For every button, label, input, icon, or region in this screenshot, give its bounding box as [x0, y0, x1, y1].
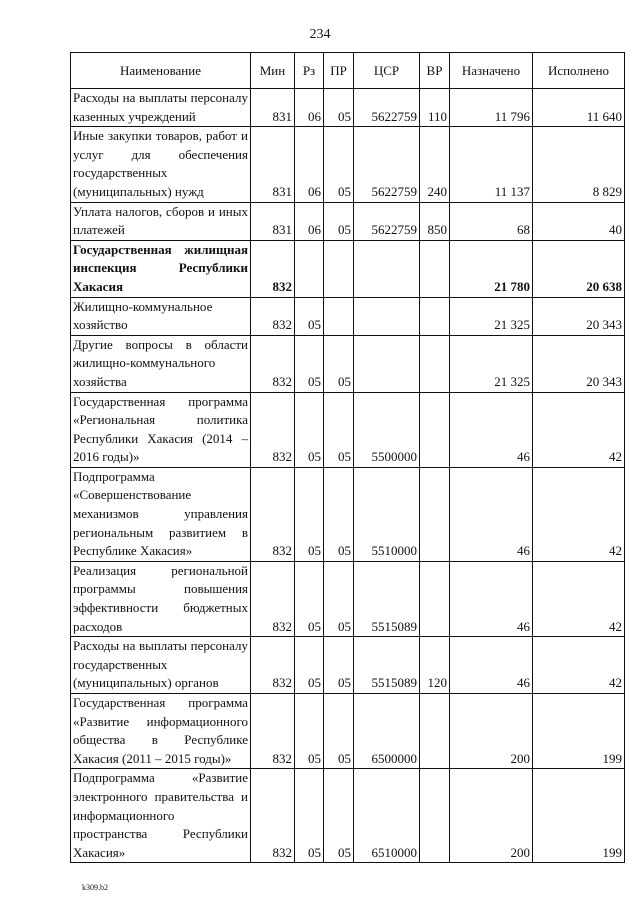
cell-vr: [420, 335, 450, 392]
header-csr: ЦСР: [354, 53, 420, 89]
cell-rz: 05: [295, 561, 324, 636]
cell-min: 832: [251, 694, 295, 769]
cell-csr: 5622759: [354, 89, 420, 127]
cell-min: 832: [251, 467, 295, 561]
cell-assigned: 11 137: [450, 127, 533, 202]
cell-pr: 05: [324, 335, 354, 392]
table-row: [71, 769, 625, 863]
cell-vr: [420, 297, 450, 335]
cell-min: 832: [251, 392, 295, 467]
cell-pr: 05: [324, 561, 354, 636]
cell-pr: 05: [324, 127, 354, 202]
cell-pr: 05: [324, 769, 354, 863]
cell-csr: [354, 240, 420, 297]
cell-name: Государственная жилищная инспекция Республики Хакасия: [71, 240, 251, 297]
cell-assigned: 68: [450, 202, 533, 240]
cell-name: Уплата налогов, сборов и иных платежей: [71, 202, 251, 240]
cell-rz: 05: [295, 694, 324, 769]
cell-name: Реализация региональной программы повышения эффективности бюджетных расходов: [71, 561, 251, 636]
header-name: Наименование: [71, 53, 251, 89]
footer-code: k309.b2: [82, 883, 108, 892]
cell-csr: 5500000: [354, 392, 420, 467]
cell-rz: 05: [295, 392, 324, 467]
page-number: 234: [309, 27, 331, 42]
cell-rz: 05: [295, 297, 324, 335]
header-min: Мин: [251, 53, 295, 89]
header-executed: Исполнено: [533, 53, 625, 89]
cell-vr: [420, 467, 450, 561]
cell-rz: 05: [295, 769, 324, 863]
cell-vr: 120: [420, 637, 450, 694]
header-vr: ВР: [420, 53, 450, 89]
cell-csr: 6510000: [354, 769, 420, 863]
header-assigned: Назначено: [450, 53, 533, 89]
cell-name: Жилищно-коммунальное хозяйство: [71, 297, 251, 335]
cell-assigned: 200: [450, 694, 533, 769]
cell-executed: 42: [533, 467, 625, 561]
cell-executed: 40: [533, 202, 625, 240]
cell-executed: 199: [533, 769, 625, 863]
cell-vr: 240: [420, 127, 450, 202]
cell-rz: 06: [295, 202, 324, 240]
table-row: [71, 240, 625, 297]
cell-min: 832: [251, 769, 295, 863]
cell-csr: [354, 335, 420, 392]
cell-min: 832: [251, 335, 295, 392]
cell-csr: 5515089: [354, 637, 420, 694]
cell-pr: 05: [324, 202, 354, 240]
cell-pr: [324, 297, 354, 335]
cell-rz: 05: [295, 467, 324, 561]
cell-min: 832: [251, 561, 295, 636]
header-rz: Рз: [295, 53, 324, 89]
cell-min: 832: [251, 637, 295, 694]
table-row: [71, 335, 625, 392]
cell-csr: 5515089: [354, 561, 420, 636]
cell-pr: 05: [324, 89, 354, 127]
cell-assigned: 11 796: [450, 89, 533, 127]
cell-rz: 06: [295, 89, 324, 127]
cell-name: Расходы на выплаты персоналу государственных (муниципальных) органов: [71, 637, 251, 694]
cell-min: 832: [251, 240, 295, 297]
header-pr: ПР: [324, 53, 354, 89]
table-row: [71, 467, 625, 561]
cell-assigned: 200: [450, 769, 533, 863]
cell-name: Подпрограмма «Развитие электронного правительства и информационного пространства Республики Хакасия»: [71, 769, 251, 863]
budget-table: [70, 52, 625, 863]
cell-name: Подпрограмма «Совершенствование механизмов управления региональным развитием в Республике Хакасия»: [71, 467, 251, 561]
cell-csr: 6500000: [354, 694, 420, 769]
cell-min: 831: [251, 89, 295, 127]
cell-name: Расходы на выплаты персоналу казенных учреждений: [71, 89, 251, 127]
table-row: [71, 561, 625, 636]
cell-assigned: 21 325: [450, 297, 533, 335]
cell-vr: [420, 240, 450, 297]
cell-assigned: 46: [450, 561, 533, 636]
cell-rz: 06: [295, 127, 324, 202]
cell-name: Другие вопросы в области жилищно-коммунального хозяйства: [71, 335, 251, 392]
table-row: [71, 392, 625, 467]
cell-min: 831: [251, 202, 295, 240]
cell-vr: [420, 561, 450, 636]
cell-pr: 05: [324, 392, 354, 467]
cell-executed: 42: [533, 392, 625, 467]
table-row: [71, 202, 625, 240]
cell-assigned: 21 780: [450, 240, 533, 297]
table-body: [71, 89, 625, 863]
cell-assigned: 46: [450, 392, 533, 467]
cell-executed: 199: [533, 694, 625, 769]
cell-vr: [420, 392, 450, 467]
cell-name: Государственная программа «Развитие информационного общества в Республике Хакасия (2011 – 2015 годы)»: [71, 694, 251, 769]
cell-assigned: 46: [450, 467, 533, 561]
cell-executed: 42: [533, 637, 625, 694]
cell-executed: 20 638: [533, 240, 625, 297]
header-row: [71, 53, 625, 89]
cell-vr: 110: [420, 89, 450, 127]
cell-csr: [354, 297, 420, 335]
cell-pr: 05: [324, 694, 354, 769]
table-row: [71, 89, 625, 127]
cell-vr: 850: [420, 202, 450, 240]
cell-min: 832: [251, 297, 295, 335]
cell-rz: [295, 240, 324, 297]
cell-pr: 05: [324, 637, 354, 694]
cell-executed: 20 343: [533, 297, 625, 335]
cell-pr: [324, 240, 354, 297]
table-row: [71, 297, 625, 335]
cell-vr: [420, 769, 450, 863]
cell-executed: 11 640: [533, 89, 625, 127]
table-row: [71, 637, 625, 694]
cell-pr: 05: [324, 467, 354, 561]
cell-name: Иные закупки товаров, работ и услуг для обеспечения государственных (муниципальных) нужд: [71, 127, 251, 202]
cell-executed: 42: [533, 561, 625, 636]
table-row: [71, 127, 625, 202]
cell-executed: 20 343: [533, 335, 625, 392]
table-row: [71, 694, 625, 769]
cell-executed: 8 829: [533, 127, 625, 202]
cell-rz: 05: [295, 335, 324, 392]
cell-name: Государственная программа «Региональная политика Республики Хакасия (2014 – 2016 годы)»: [71, 392, 251, 467]
cell-assigned: 21 325: [450, 335, 533, 392]
cell-csr: 5622759: [354, 202, 420, 240]
cell-min: 831: [251, 127, 295, 202]
cell-vr: [420, 694, 450, 769]
cell-rz: 05: [295, 637, 324, 694]
cell-csr: 5510000: [354, 467, 420, 561]
cell-assigned: 46: [450, 637, 533, 694]
cell-csr: 5622759: [354, 127, 420, 202]
